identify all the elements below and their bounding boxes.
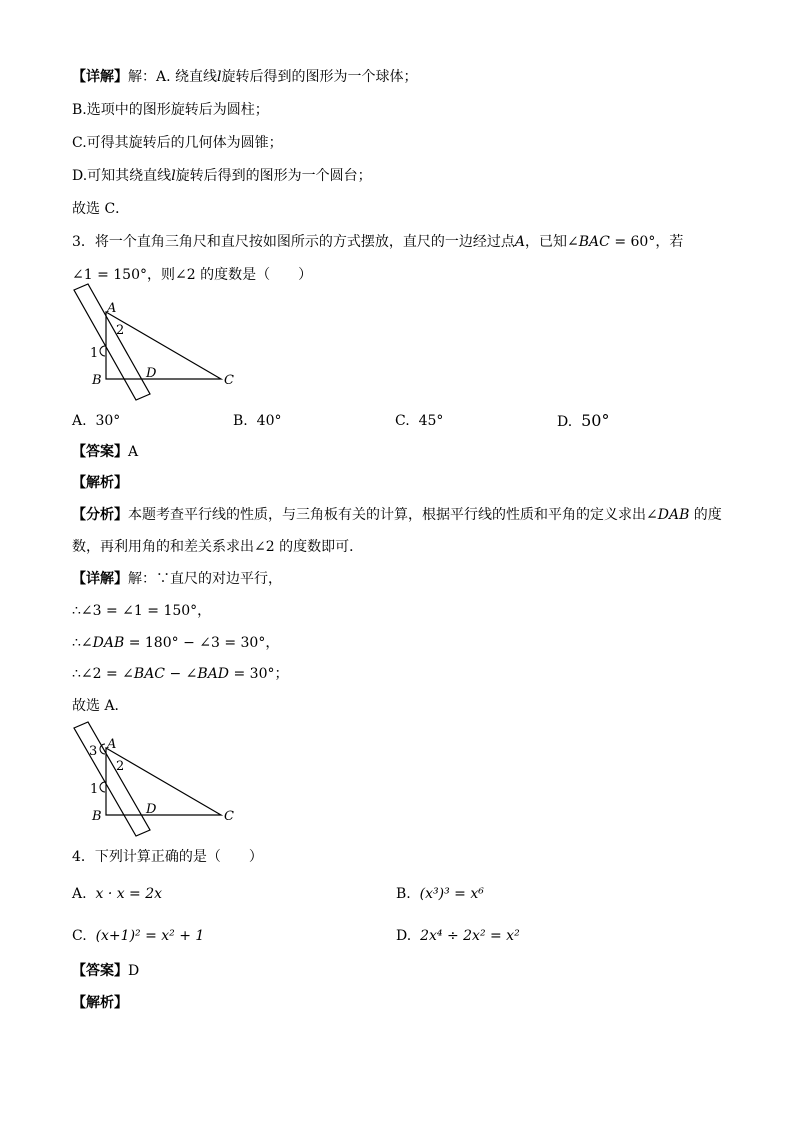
q4-analysis-tag: 【解析】 [72,995,128,1011]
q3-option-c: C. 45° [395,413,444,429]
q4-option-c: C. (x+1)² = x² + 1 [72,928,205,944]
q3-fenxi-line2: 数，再利用角的和差关系求出∠2 的度数即可． [72,539,364,555]
q4-option-a: A. x · x = 2x [72,886,163,902]
q3-step1: ∴∠3 = ∠1 = 150°， [72,603,212,619]
label-a: A [107,301,117,316]
q3-answer: 【答案】A [72,444,139,460]
label-b: B [92,809,102,824]
label-c: C [224,809,234,824]
label-a: A [107,737,117,752]
prev-detail-line-b: B.选项中的图形旋转后为圆柱； [72,102,269,118]
q4-answer: 【答案】D [72,963,140,979]
angle-3-arc [100,744,105,754]
q3-option-a: A. 30° [72,413,121,429]
q3-step2: ∴∠DAB = 180° − ∠3 = 30°， [72,635,280,651]
q3-choice: 故选 A． [72,698,129,714]
prev-detail-line-d: D.可知其绕直线l旋转后得到的图形为一个圆台； [72,168,372,184]
prev-choice: 故选 C． [72,201,130,217]
q3-analysis-tag: 【解析】 [72,475,128,491]
q3-stem-line2: ∠1 = 150°，则∠2 的度数是（ ） [72,267,313,283]
q3-detail-intro: 【详解】解：∵直尺的对边平行， [72,571,282,587]
q3-stem-line1: 3．将一个直角三角尺和直尺按如图所示的方式摆放，直尺的一边经过点A，已知∠BAC = 60°，若 [72,234,684,250]
detail-tag: 【详解】 [72,69,128,85]
label-1: 1 [90,346,99,361]
prev-detail-line-a: 【详解】解：A. 绕直线l旋转后得到的图形为一个球体； [72,69,418,85]
angle-1-arc [100,782,105,792]
label-2: 2 [116,759,125,774]
q4-option-b: B. (x³)³ = x⁶ [396,886,484,902]
q3-option-b: B. 40° [233,413,282,429]
prev-detail-line-c: C.可得其旋转后的几何体为圆锥； [72,135,283,151]
label-1: 1 [90,782,99,797]
q3-option-d: D. 50° [557,411,610,430]
q3-step3: ∴∠2 = ∠BAC − ∠BAD = 30°； [72,666,289,682]
angle-1-arc [100,346,105,356]
label-c: C [224,373,234,388]
q3-fenxi-line1: 【分析】本题考查平行线的性质，与三角板有关的计算，根据平行线的性质和平角的定义求出∠DAB 的度 [72,507,722,523]
label-3: 3 [89,744,98,759]
q3-figure [66,282,246,402]
label-2: 2 [116,323,125,338]
q3-solution-figure [66,720,246,840]
q4-stem: 4．下列计算正确的是（ ） [72,849,263,865]
label-b: B [92,373,102,388]
label-d: D [146,802,157,817]
label-d: D [146,366,157,381]
q4-option-d: D. 2x⁴ ÷ 2x² = x² [396,928,520,944]
